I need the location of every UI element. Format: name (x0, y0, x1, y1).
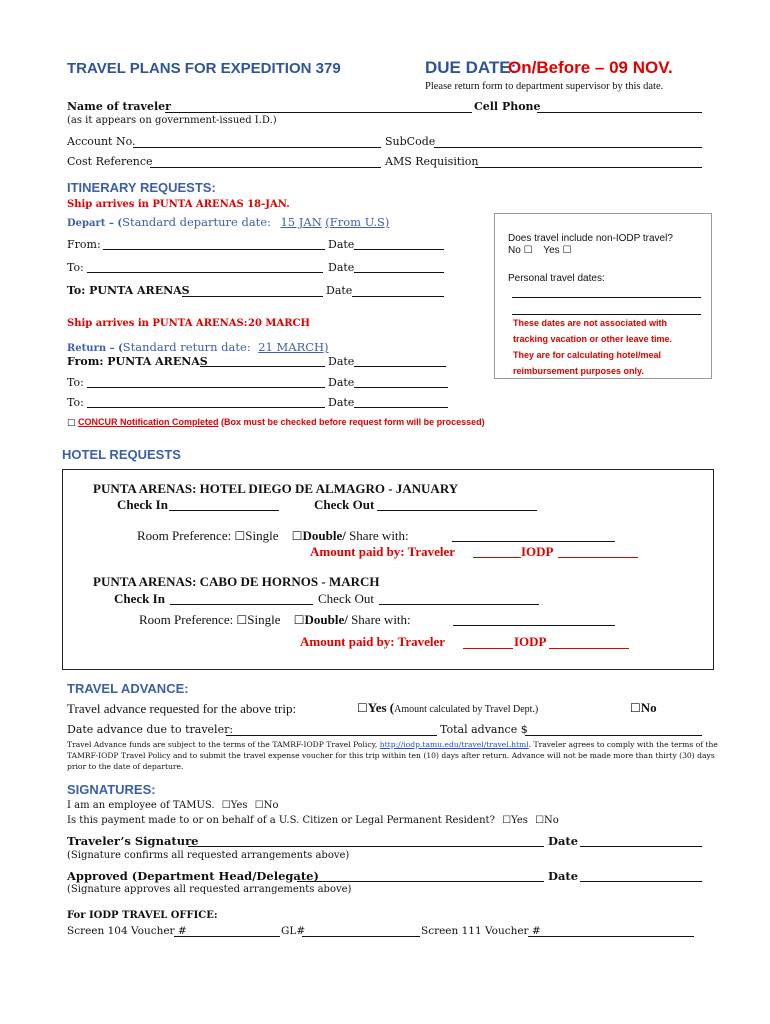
concur-note: (Box must be checked before request form will be processed) (218, 417, 485, 427)
advance-terms-2: TAMRF-IODP Travel Policy and to submit the travel expense voucher for this trip within ten (10) days after return. Advance will not be made more than thirty (30) days (67, 751, 715, 760)
to-field-3[interactable] (87, 407, 325, 408)
hotel2-title: PUNTA ARENAS: CABO DE HORNOS - MARCH (93, 574, 380, 589)
advance-yes-note: Amount calculated by Travel Dept.) (394, 704, 539, 715)
date-label-1: Date (328, 238, 355, 251)
due-date-label: DUE DATE: (425, 58, 517, 77)
hotel2-checkin-label: Check In (114, 591, 165, 606)
ship-arrives-jan: Ship arrives in PUNTA ARENAS 18-JAN. (67, 199, 290, 210)
non-iodp-yes-checkbox[interactable]: ☐ (562, 245, 572, 256)
hotel1-double-checkbox[interactable]: ☐ (291, 529, 303, 543)
citizen-yes-checkbox[interactable]: ☐ (502, 815, 512, 826)
approved-date-field[interactable] (580, 881, 702, 882)
due-date-value: On/Before – 09 NOV. (508, 58, 673, 77)
hotel2-single-label: Single (247, 612, 281, 627)
cost-field[interactable] (150, 167, 381, 168)
side-note-2: tracking vacation or other leave time. (513, 334, 673, 344)
traveler-signature-field[interactable] (188, 846, 544, 847)
hotel1-room-pref-label: Room Preference: (137, 528, 232, 543)
ship-arrives-march-label: Ship arrives in PUNTA ARENAS: (67, 318, 248, 329)
advance-requested: Travel advance requested for the above trip: (67, 701, 297, 716)
employee-no-label: No (263, 800, 279, 811)
side-note-3: They are for calculating hotel/meal (513, 350, 662, 360)
concur-checkbox[interactable]: □ (67, 418, 76, 428)
non-iodp-answers (508, 245, 571, 256)
account-field[interactable] (133, 147, 381, 148)
approved-date-label: Date (548, 869, 579, 883)
date-field-4[interactable] (354, 366, 446, 367)
approved-note: (Signature approves all requested arrangements above) (67, 884, 352, 895)
employee-question (67, 800, 279, 811)
hotel2-iodp-field[interactable] (549, 648, 629, 649)
office-heading: For IODP TRAVEL OFFICE: (67, 910, 218, 921)
hotel1-double-label: Double/ (302, 528, 346, 543)
side-note-1: These dates are not associated with (513, 318, 668, 328)
signatures-heading: SIGNATURES: (67, 782, 156, 797)
hotel2-double-label: Double/ (304, 612, 348, 627)
hotel2-checkout-label: Check Out (318, 591, 374, 606)
citizen-yes-label: Yes (511, 815, 528, 826)
cost-label: Cost Reference (67, 155, 153, 168)
return-label: Return – ( (67, 343, 123, 354)
name-field[interactable] (165, 112, 472, 113)
hotel1-title: PUNTA ARENAS: HOTEL DIEGO DE ALMAGRO - JANUARY (93, 481, 459, 496)
date-field-2[interactable] (354, 272, 444, 273)
hotel2-checkin-field[interactable] (170, 604, 313, 605)
concur-link[interactable]: CONCUR Notification Completed (78, 417, 219, 427)
date-field-1[interactable] (354, 249, 444, 250)
depart-date: 15 JAN (280, 215, 322, 229)
gl-label: GL# (281, 925, 306, 937)
traveler-date-field[interactable] (580, 846, 702, 847)
approved-field[interactable] (297, 881, 544, 882)
personal-dates-label: Personal travel dates: (508, 273, 605, 284)
citizen-question-text: Is this payment made to or on behalf of a U.S. Citizen or Legal Permanent Resident? (67, 815, 495, 826)
return-line (67, 340, 329, 354)
advance-heading: TRAVEL ADVANCE: (67, 681, 189, 696)
form-title: TRAVEL PLANS FOR EXPEDITION 379 (67, 60, 341, 77)
advance-no (630, 700, 657, 716)
personal-dates-field-2[interactable] (512, 314, 701, 315)
date-label-6: Date (328, 396, 355, 409)
to-punta-field[interactable] (182, 296, 323, 297)
date-field-5[interactable] (354, 387, 448, 388)
date-label-5: Date (328, 376, 355, 389)
hotel2-checkout-field[interactable] (379, 604, 539, 605)
account-label: Account No. (67, 135, 136, 148)
ams-label: AMS Requisition (385, 155, 479, 168)
hotel2-share-field[interactable] (453, 625, 615, 626)
employee-no-checkbox[interactable]: ☐ (254, 800, 264, 811)
advance-yes-label: Yes ( (367, 700, 395, 715)
date-field-3[interactable] (352, 296, 444, 297)
advance-total-field[interactable] (525, 735, 702, 736)
return-std: Standard return date: (122, 340, 251, 354)
approved-label: Approved (Department Head/Delegate) (67, 869, 319, 883)
hotel1-single-checkbox[interactable]: ☐ (234, 529, 246, 543)
depart-std: Standard departure date: (122, 215, 271, 229)
hotel1-traveler-field[interactable] (473, 557, 521, 558)
date-label-2: Date (328, 261, 355, 274)
depart-line (67, 215, 389, 229)
to-field-1[interactable] (87, 272, 323, 273)
side-note-4: reimbursement purposes only. (513, 366, 644, 376)
advance-terms-1 (67, 740, 718, 749)
name-label: Name of traveler (67, 100, 171, 113)
hotel-heading: HOTEL REQUESTS (62, 447, 181, 462)
screen104-field[interactable] (174, 936, 280, 937)
hotel1-amount-label: Amount paid by: Traveler (310, 544, 456, 559)
advance-no-label: No (640, 700, 657, 715)
advance-terms-3: prior to the date of departure. (67, 762, 184, 771)
from-punta: From: PUNTA ARENAS (67, 355, 208, 368)
to-label-2: To: (67, 376, 84, 389)
date-label-4: Date (328, 355, 355, 368)
to-label-3: To: (67, 396, 84, 409)
advance-due-label: Date advance due to traveler: (67, 723, 234, 736)
from-label-1: From: (67, 238, 101, 251)
hotel2-room-pref-label: Room Preference: (139, 612, 234, 627)
non-iodp-no-checkbox[interactable]: ☐ (523, 245, 533, 256)
hotel1-single-label: Single (245, 528, 279, 543)
non-iodp-no-label: No (508, 245, 521, 256)
depart-from: (From U.S) (325, 215, 390, 229)
date-field-6[interactable] (354, 407, 448, 408)
from-punta-field[interactable] (200, 366, 325, 367)
employee-question-text: I am an employee of TAMUS. (67, 800, 215, 811)
hotel1-iodp-label: IODP (521, 544, 554, 559)
hotel2-share-label: Share with: (347, 612, 411, 627)
traveler-signature-label: Traveler’s Signature (67, 834, 199, 848)
screen104-label: Screen 104 Voucher # (67, 925, 187, 937)
hotel2-single-checkbox[interactable]: ☐ (236, 613, 248, 627)
ship-arrives-march-date: 20 MARCH (248, 318, 310, 329)
citizen-no-label: No (544, 815, 559, 826)
to-punta: To: PUNTA ARENAS (67, 284, 190, 297)
hotel1-share-field[interactable] (452, 541, 615, 542)
screen111-label: Screen 111 Voucher # (421, 925, 541, 937)
subcode-field[interactable] (434, 147, 702, 148)
hotel1-checkout-label: Check Out (314, 497, 375, 512)
advance-terms-1b: . Traveler agrees to comply with the terms of the (528, 740, 718, 749)
hotel2-amount-label: Amount paid by: Traveler (300, 634, 446, 649)
to-label-1: To: (67, 261, 84, 274)
employee-yes-label: Yes (230, 800, 248, 811)
traveler-signature-note: (Signature confirms all requested arrangements above) (67, 850, 350, 861)
personal-dates-field-1[interactable] (512, 297, 701, 298)
advance-no-checkbox[interactable]: ☐ (630, 701, 641, 715)
name-note: (as it appears on government-issued I.D.) (67, 115, 277, 126)
hotel2-traveler-field[interactable] (463, 648, 513, 649)
advance-total-label: Total advance $ (440, 723, 528, 736)
non-iodp-question: Does travel include non-IODP travel? (508, 233, 673, 244)
hotel1-room-pref (137, 528, 409, 544)
depart-label: Depart – ( (67, 218, 123, 229)
hotel2-iodp-label: IODP (514, 634, 547, 649)
to-field-2[interactable] (87, 387, 325, 388)
employee-yes-checkbox[interactable]: ☐ (221, 800, 231, 811)
advance-yes (357, 700, 538, 716)
gl-field[interactable] (302, 936, 420, 937)
cell-label: Cell Phone (474, 100, 541, 113)
advance-terms-1a: Travel Advance funds are subject to the terms of the TAMRF-IODP Travel Policy, (67, 740, 380, 749)
itinerary-heading: ITINERARY REQUESTS: (67, 180, 216, 195)
citizen-question (67, 815, 559, 826)
hotel2-double-checkbox[interactable]: ☐ (293, 613, 305, 627)
citizen-no-checkbox[interactable]: ☐ (535, 815, 545, 826)
cell-field[interactable] (537, 112, 702, 113)
traveler-date-label: Date (548, 834, 579, 848)
hotel1-checkin-label: Check In (117, 497, 168, 512)
travel-policy-link[interactable]: http://iodp.tamu.edu/travel/travel.html (379, 740, 529, 749)
advance-due-field[interactable] (226, 735, 437, 736)
concur-line (67, 417, 485, 428)
date-label-3: Date (326, 284, 353, 297)
return-note: Please return form to department supervisor by this date. (425, 81, 664, 92)
ams-field[interactable] (475, 167, 702, 168)
hotel1-share-label: Share with: (345, 528, 409, 543)
hotel1-checkout-field[interactable] (377, 510, 537, 511)
subcode-label: SubCode (385, 135, 436, 148)
from-field-1[interactable] (103, 249, 325, 250)
non-iodp-yes-label: Yes (543, 245, 560, 256)
advance-yes-checkbox[interactable]: ☐ (357, 701, 368, 715)
hotel1-checkin-field[interactable] (169, 510, 279, 511)
hotel2-room-pref (139, 612, 411, 628)
hotel1-iodp-field[interactable] (558, 557, 638, 558)
return-date: 21 MARCH) (258, 340, 329, 354)
screen111-field[interactable] (528, 936, 694, 937)
